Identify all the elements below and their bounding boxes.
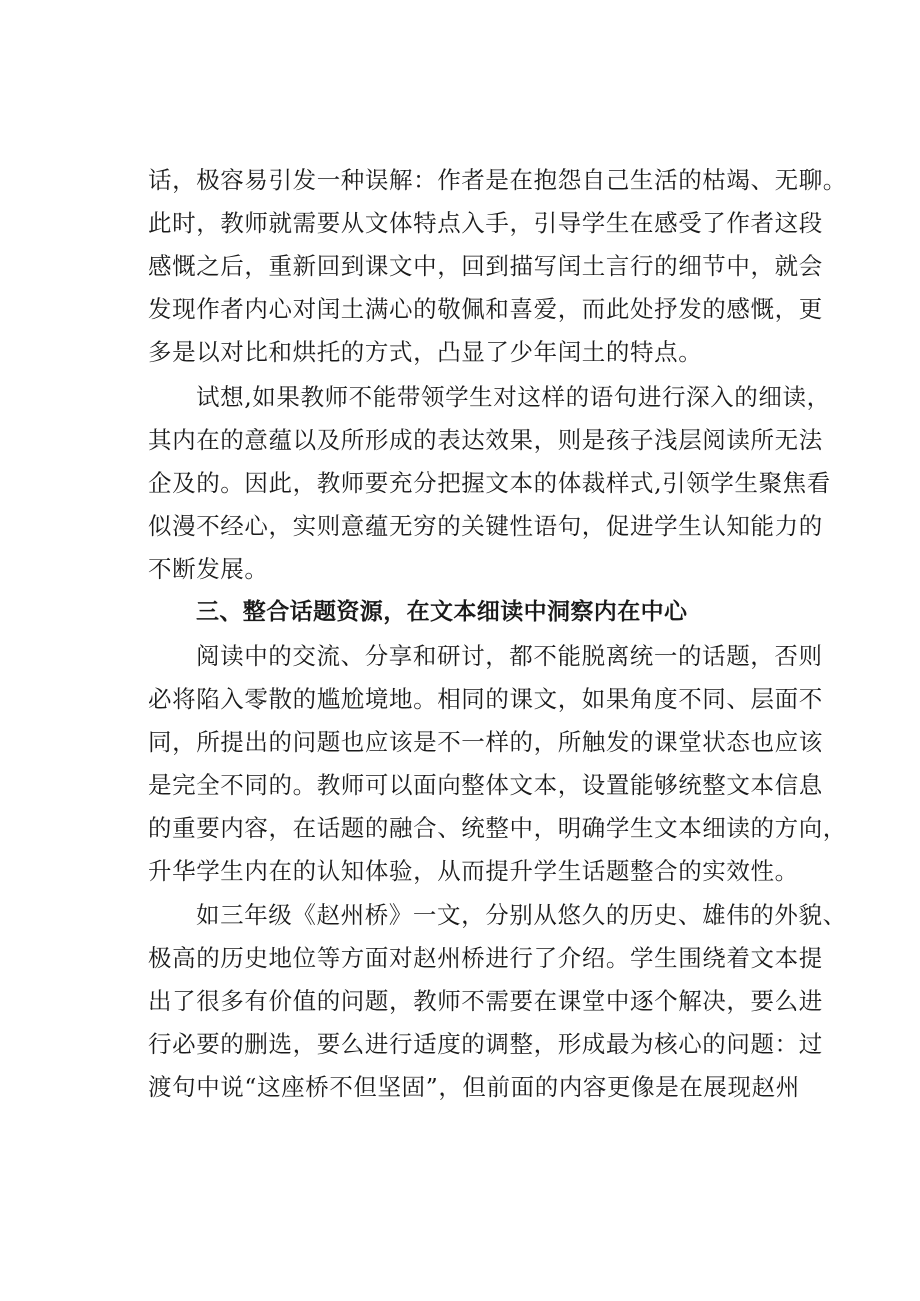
text-line: 是完全不同的。教师可以面向整体文本，设置能够统整文本信息	[148, 771, 823, 799]
text-line: 的重要内容，在话题的融合、统整中，明确学生文本细读的方向，	[148, 814, 847, 842]
text-line: 企及的。因此，教师要充分把握文本的体裁样式,引领学生聚焦看	[148, 469, 831, 497]
text-line: 其内在的意蕴以及所形成的表达效果，则是孩子浅层阅读所无法	[148, 426, 823, 454]
text-line: 行必要的删选，要么进行适度的调整，形成最为核心的问题：过	[148, 1030, 823, 1058]
paragraph-first-line: 阅读中的交流、分享和研讨，都不能脱离统一的话题，否则	[196, 642, 823, 670]
text-line: 多是以对比和烘托的方式，凸显了少年闰土的特点。	[148, 338, 703, 366]
text-line: 感慨之后，重新回到课文中，回到描写闰土言行的细节中，就会	[148, 252, 823, 280]
text-line: 此时，教师就需要从文体特点入手，引导学生在感受了作者这段	[148, 209, 823, 237]
text-line: 渡句中说“这座桥不但坚固”，但前面的内容更像是在展现赵州	[148, 1073, 800, 1101]
text-line: 不断发展。	[148, 555, 269, 583]
text-line: 同，所提出的问题也应该是不一样的，所触发的课堂状态也应该	[148, 728, 823, 756]
text-line: 发现作者内心对闰土满心的敬佩和喜爱，而此处抒发的感慨，更	[148, 295, 823, 323]
text-line: 极高的历史地位等方面对赵州桥进行了介绍。学生围绕着文本提	[148, 944, 823, 972]
section-heading: 三、整合话题资源，在文本细读中洞察内在中心	[196, 599, 688, 625]
paragraph-first-line: 试想,如果教师不能带领学生对这样的语句进行深入的细读，	[196, 383, 831, 411]
text-line: 出了很多有价值的问题，教师不需要在课堂中逐个解决，要么进	[148, 987, 823, 1015]
text-line: 话，极容易引发一种误解：作者是在抱怨自己生活的枯竭、无聊。	[148, 166, 847, 194]
text-line: 似漫不经心，实则意蕴无穷的关键性语句，促进学生认知能力的	[148, 512, 823, 540]
text-line: 升华学生内在的认知体验，从而提升学生话题整合的实效性。	[148, 857, 799, 885]
paragraph-first-line: 如三年级《赵州桥》一文，分别从悠久的历史、雄伟的外貌、	[196, 901, 847, 929]
text-line: 必将陷入零散的尴尬境地。相同的课文，如果角度不同、层面不	[148, 685, 823, 713]
